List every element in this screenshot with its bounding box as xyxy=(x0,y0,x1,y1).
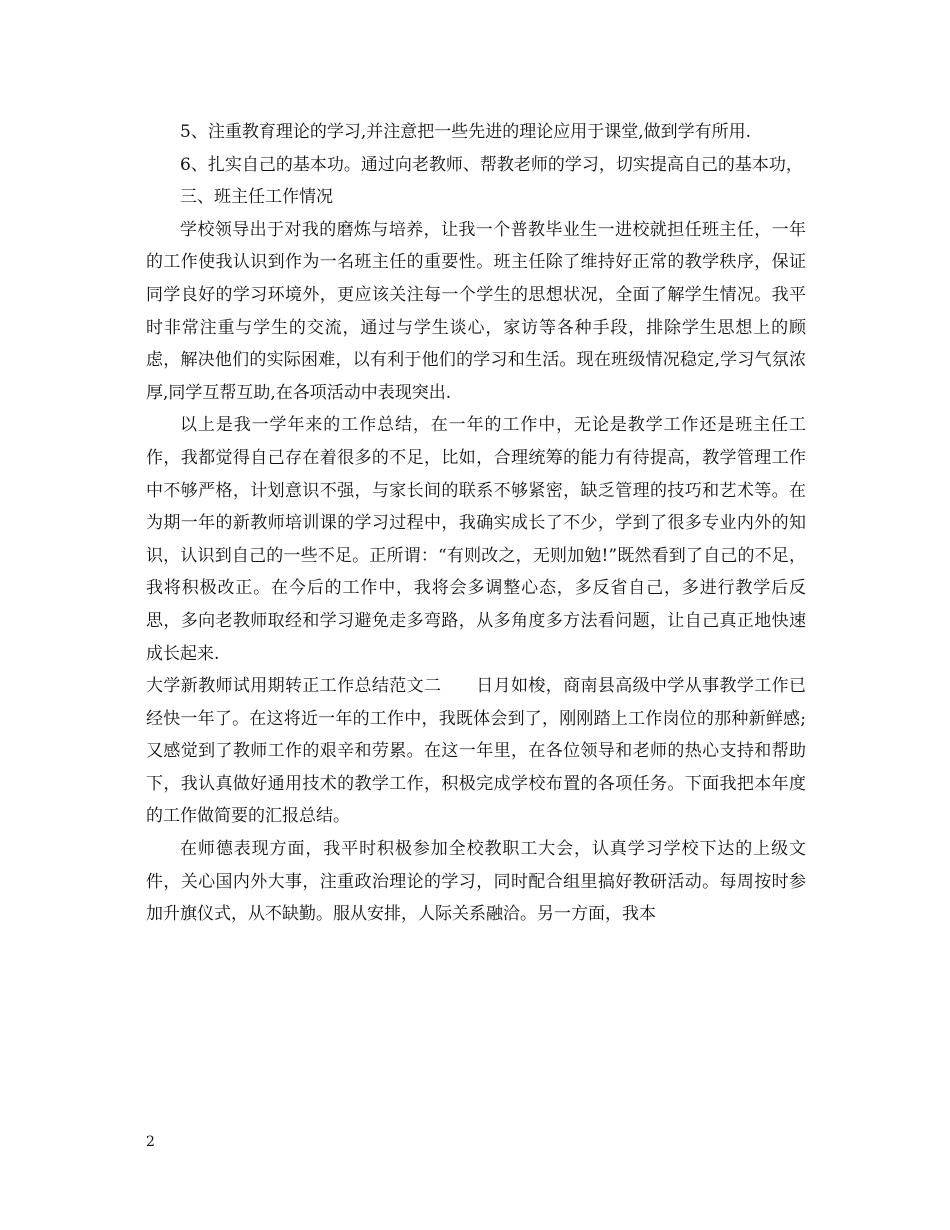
section-heading: 三、班主任工作情况 xyxy=(180,187,333,208)
paragraph-6: 大学新教师试用期转正工作总结范文二 日月如梭，商南县高级中学从事教学工作已经快一年了。在这将近一年的工作中，我既体会到了，刚刚踏上工作岗位的那种新鲜感;又感觉到了教师工作的艰辛和劳累。在这一年里，在各位领导和老师的热心支持和帮助下，我认真做好通用技术的教学工作，积极完成学校布置的各项任务。下面我把本年度的工作做简要的汇报总结。 xyxy=(146,676,806,827)
paragraph-4: 学校领导出于对我的磨炼与培养，让我一个普教毕业生一进校就担任班主任，一年的工作使我认识到作为一名班主任的重要性。班主任除了维持好正常的教学秩序，保证同学良好的学习环境外，更应该关注每一个学生的思想状况，全面了解学生情况。我平时非常注重与学生的交流，通过与学生谈心，家访等各种手段，排除学生思想上的顾虑，解决他们的实际困难，以有利于他们的学习和生活。现在班级情况稳定,学习气氛浓厚,同学互帮互助,在各项活动中表现突出. xyxy=(146,219,806,403)
paragraph-2: 6、扎实自己的基本功。通过向老教师、帮教老师的学习，切实提高自己的基本功， xyxy=(180,154,803,175)
paragraph-1: 5、注重教育理论的学习,并注意把一些先进的理论应用于课堂,做到学有所用. xyxy=(180,122,752,142)
page-number: 2 xyxy=(146,1134,155,1150)
paragraph-5: 以上是我一学年来的工作总结，在一年的工作中，无论是教学工作还是班主任工作，我都觉得自己存在着很多的不足，比如，合理统筹的能力有待提高，教学管理工作中不够严格，计划意识不强，与家长间的联系不够紧密，缺乏管理的技巧和艺术等。在为期一年的新教师培训课的学习过程中，我确实成长了不少，学到了很多专业内外的知识，认识到自己的一些不足。正所谓：“有则改之，无则加勉!”既然看到了自己的不足，我将积极改正。在今后的工作中，我将会多调整心态，多反省自己，多进行教学后反思，多向老教师取经和学习避免走多弯路，从多角度多方法看问题，让自己真正地快速成长起来. xyxy=(146,415,806,664)
document-body xyxy=(146,116,806,931)
paragraph-7: 在师德表现方面，我平时积极参加全校教职工大会，认真学习学校下达的上级文件，关心国内外大事，注重政治理论的学习，同时配合组里搞好教研活动。每周按时参加升旗仪式，从不缺勤。服从安排，人际关系融洽。另一方面，我本 xyxy=(146,839,806,925)
